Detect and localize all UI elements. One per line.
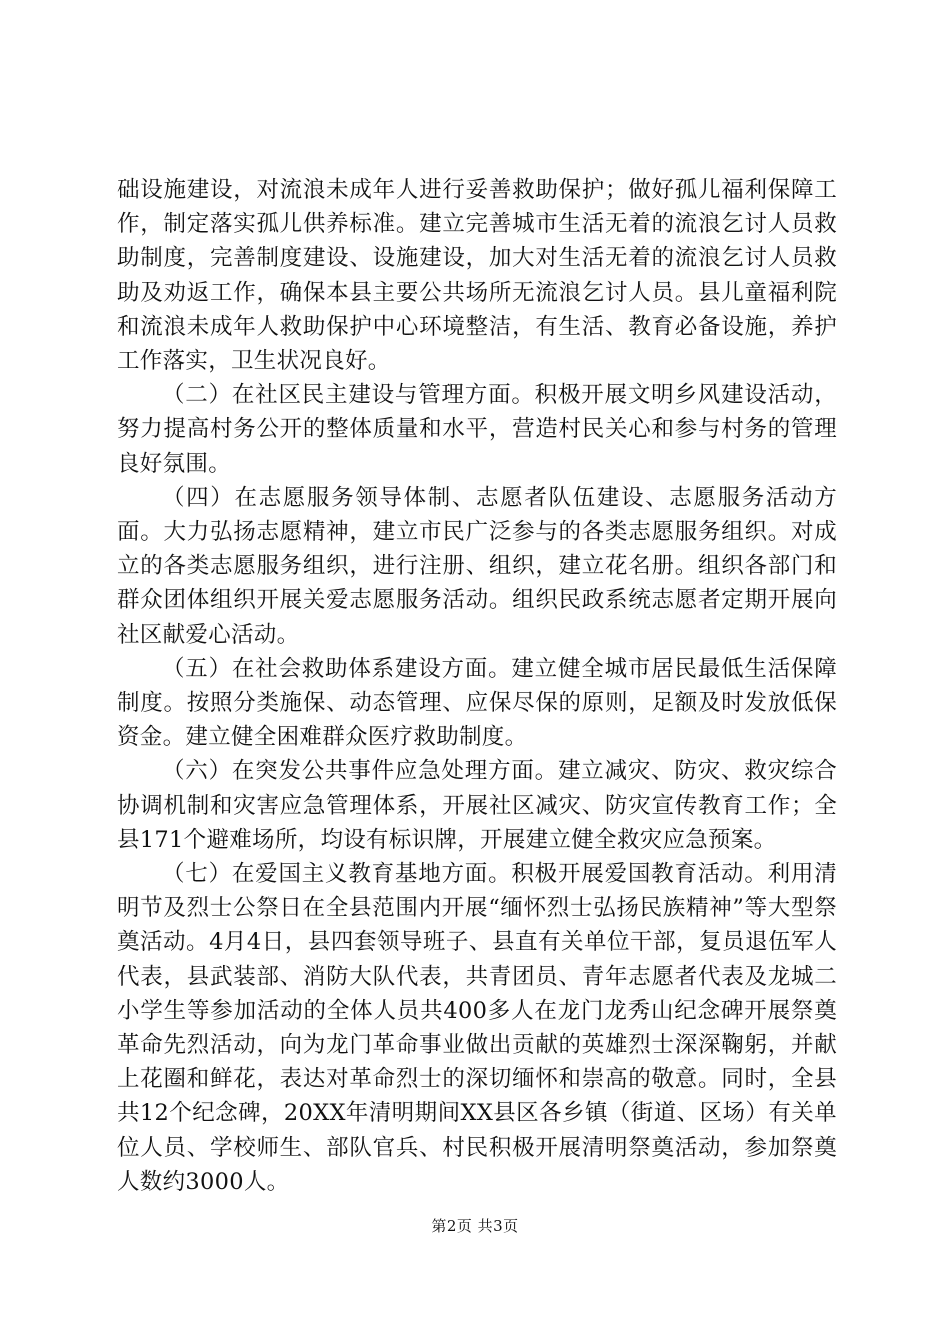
paragraph-6: （七）在爱国主义教育基地方面。积极开展爱国教育活动。利用清明节及烈士公祭日在全县范围内开展“缅怀烈士弘扬民族精神”等大型祭奠活动。4月4日，县四套领导班子、县直有关单位干部，复员退伍军人代表，县武装部、消防大队代表，共青团员、青年志愿者代表及龙城二小学生等参加活动的全体人员共400多人在龙门龙秀山纪念碑开展祭奠革命先烈活动，向为龙门革命事业做出贡献的英雄烈士深深鞠躬，并献上花圈和鲜花，表达对革命烈士的深切缅怀和崇高的敬意。同时，全县共12个纪念碑，20XX年清明期间XX县区各乡镇（街道、区场）有关单位人员、学校师生、部队官兵、村民积极开展清明祭奠活动，参加祭奠人数约3000人。 (117, 861, 837, 1195)
paragraph-3: （四）在志愿服务领导体制、志愿者队伍建设、志愿服务活动方面。大力弘扬志愿精神，建立市民广泛参与的各类志愿服务组织。对成立的各类志愿服务组织，进行注册、组织，建立花名册。组织各部门和群众团体组织开展关爱志愿服务活动。组织民政系统志愿者定期开展向社区献爱心活动。 (117, 484, 837, 648)
paragraph-2: （二）在社区民主建设与管理方面。积极开展文明乡风建设活动，努力提高村务公开的整体质量和水平，营造村民关心和参与村务的管理良好氛围。 (117, 382, 837, 477)
paragraph-1: 础设施建设，对流浪未成年人进行妥善救助保护；做好孤儿福利保障工作，制定落实孤儿供养标准。建立完善城市生活无着的流浪乞讨人员救助制度，完善制度建设、设施建设，加大对生活无着的流浪乞讨人员救助及劝返工作，确保本县主要公共场所无流浪乞讨人员。县儿童福利院和流浪未成年人救助保护中心环境整洁，有生活、教育必备设施，养护工作落实，卫生状况良好。 (117, 177, 837, 375)
document-body (117, 173, 837, 1199)
page-footer: 第2页 共3页 (431, 1217, 519, 1235)
paragraph-4: （五）在社会救助体系建设方面。建立健全城市居民最低生活保障制度。按照分类施保、动态管理、应保尽保的原则，足额及时发放低保资金。建立健全困难群众医疗救助制度。 (117, 655, 837, 751)
paragraph-5: （六）在突发公共事件应急处理方面。建立减灾、防灾、救灾综合协调机制和灾害应急管理体系，开展社区减灾、防灾宣传教育工作；全县171个避难场所，均设有标识牌，开展建立健全救灾应急预案。 (117, 758, 837, 853)
